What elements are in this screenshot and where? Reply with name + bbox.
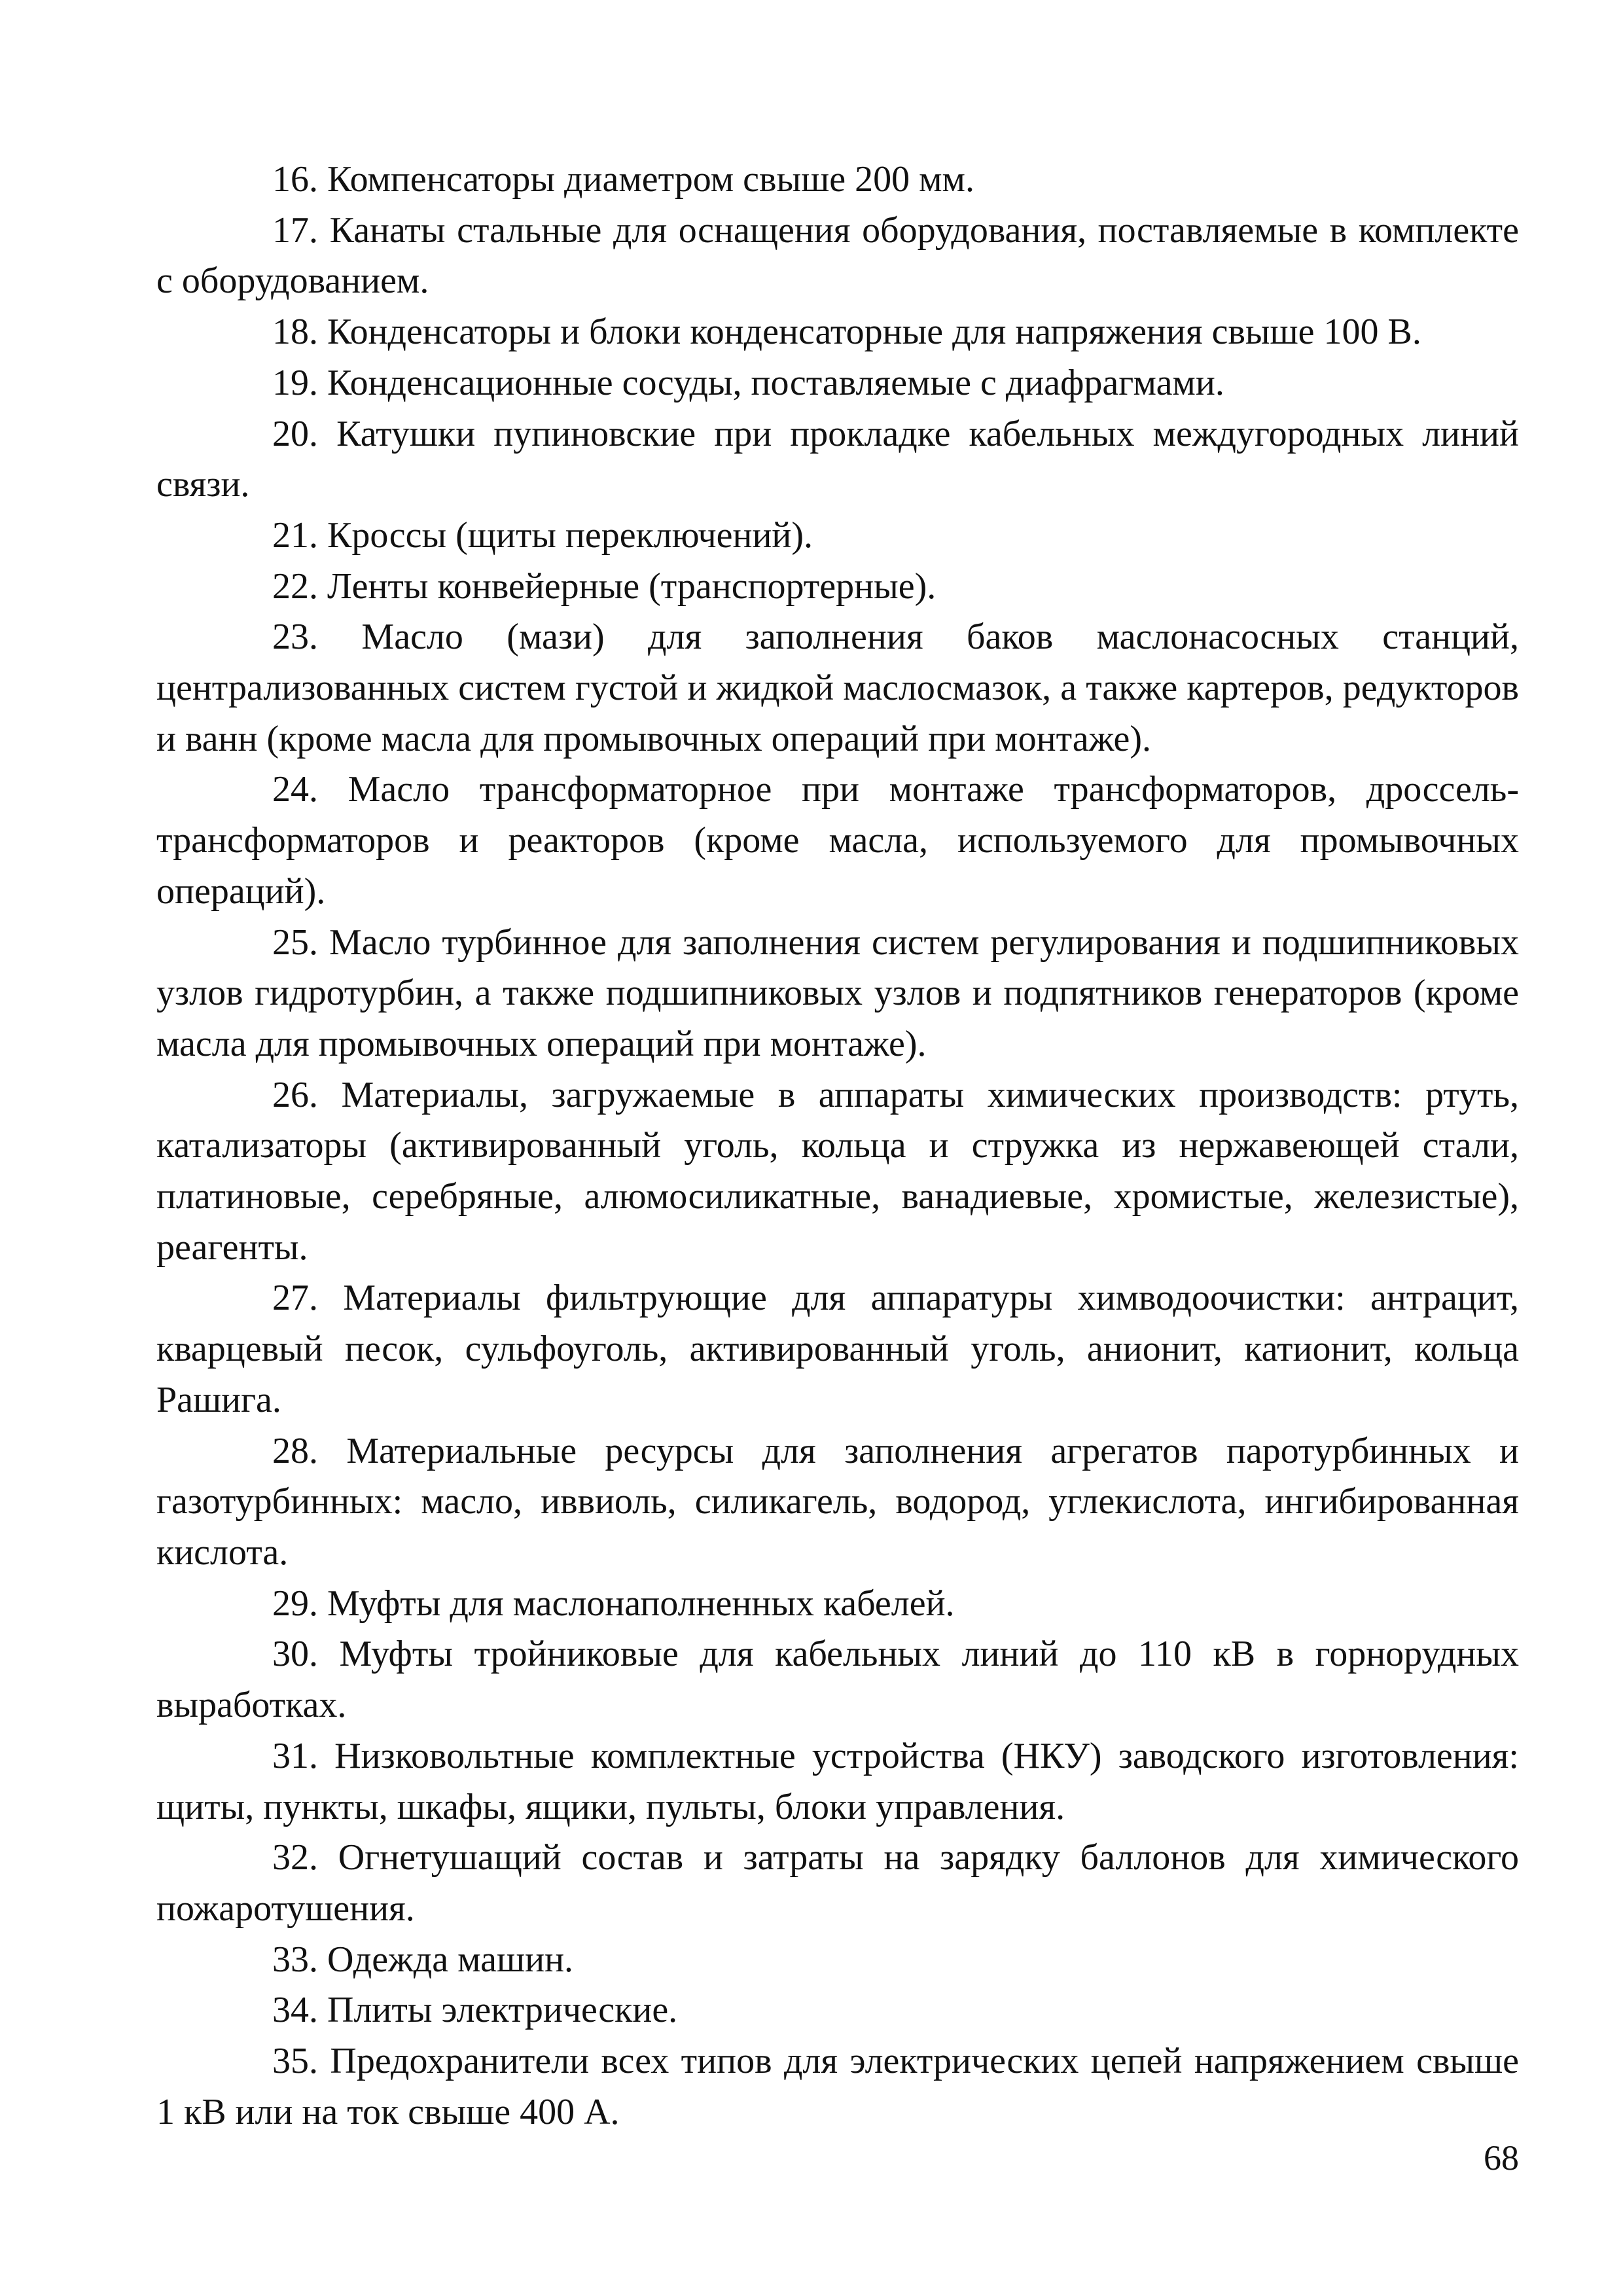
- list-item-16: 16. Компенсаторы диаметром свыше 200 мм.: [272, 159, 974, 200]
- list-item-17: 17. Канаты стальные для оснащения оборудования, поставляемые в комплекте с оборудованием.: [156, 209, 1519, 302]
- list-item-24: 24. Масло трансформаторное при монтаже трансформаторов, дроссель-трансформаторов и реакторов (кроме масла, используемого для промывочных операций).: [156, 769, 1519, 912]
- list-item-21: 21. Кроссы (щиты переключений).: [272, 514, 813, 556]
- list-item-29: 29. Муфты для маслонаполненных кабелей.: [272, 1583, 955, 1624]
- list-item-23: 23. Масло (мази) для заполнения баков маслонасосных станций, централизованных систем густой и жидкой маслосмазок, а также картеров, редукторов и ванн (кроме масла для промывочных операций при монтаже).: [156, 617, 1519, 759]
- list-item-32: 32. Огнетушащий состав и затраты на зарядку баллонов для химического пожаротушения.: [156, 1837, 1519, 1929]
- list-item-34: 34. Плиты электрические.: [272, 1990, 678, 2031]
- list-item-25: 25. Масло турбинное для заполнения систем регулирования и подшипниковых узлов гидротурбин, а также подшипниковых узлов и подпятников генераторов (кроме масла для промывочных операций при монтаже).: [156, 922, 1519, 1064]
- list-item-28: 28. Материальные ресурсы для заполнения агрегатов паротурбинных и газотурбинных: масло, иввиоль, силикагель, водород, углекислота, ингибированная кислота.: [156, 1430, 1519, 1573]
- list-item-27: 27. Материалы фильтрующие для аппаратуры химводоочистки: антрацит, кварцевый песок, сульфоуголь, активированный уголь, анионит, катионит, кольца Рашига.: [156, 1278, 1519, 1420]
- list-item-31: 31. Низковольтные комплектные устройства (НКУ) заводского изготовления: щиты, пункты, шкафы, ящики, пульты, блоки управления.: [156, 1735, 1519, 1827]
- list-item-20: 20. Катушки пупиновские при прокладке кабельных междугородных линий связи.: [156, 413, 1519, 505]
- list-item-22: 22. Ленты конвейерные (транспортерные).: [272, 565, 936, 607]
- list-item-30: 30. Муфты тройниковые для кабельных линий до 110 кВ в горнорудных выработках.: [156, 1634, 1519, 1726]
- list-item-35: 35. Предохранители всех типов для электрических цепей напряжением свыше 1 кВ или на ток свыше 400 А.: [156, 2041, 1519, 2132]
- list-item-19: 19. Конденсационные сосуды, поставляемые с диафрагмами.: [272, 362, 1224, 403]
- list-item-33: 33. Одежда машин.: [272, 1939, 574, 1980]
- list-item-18: 18. Конденсаторы и блоки конденсаторные для напряжения свыше 100 В.: [272, 312, 1421, 353]
- list-item-26: 26. Материалы, загружаемые в аппараты химических производств: ртуть, катализаторы (активированный уголь, кольца и стружка из нержавеющей стали, платиновые, серебряные, алюмосиликатные, ванадиевые, хромистые, железистые), реагенты.: [156, 1074, 1519, 1268]
- text-body: [156, 154, 1519, 2138]
- page-number: 68: [1484, 2138, 1519, 2178]
